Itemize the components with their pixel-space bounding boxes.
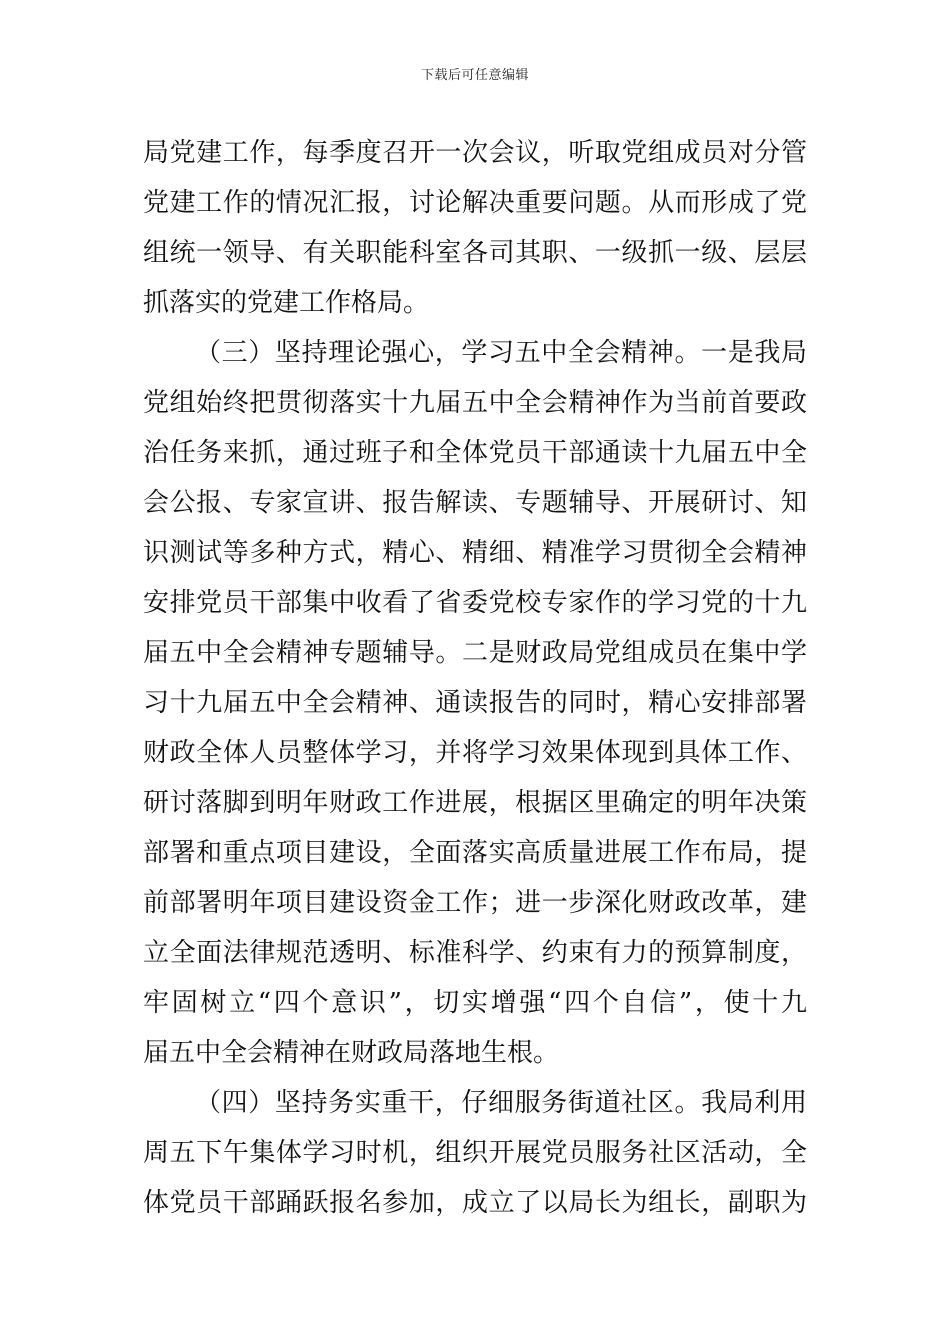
text-line: 前部署明年项目建设资金工作；进一步深化财政改革，建 [143,888,807,918]
text-line: 体党员干部踊跃报名参加，成立了以局长为组长，副职为 [143,1188,807,1218]
text-line: 局党建工作，每季度召开一次会议，听取党组成员对分管 [143,138,807,168]
header-note: 下载后可任意编辑 [420,68,529,83]
text-line: 立全面法律规范透明、标准科学、约束有力的预算制度， [143,938,807,968]
paragraph-heading-3: （三）坚持理论强心，学习五中全会精神。一是我局 [195,338,807,368]
text-line: 治任务来抓，通过班子和全体党员干部通读十九届五中全 [143,438,807,468]
text-line: 识测试等多种方式，精心、精细、精准学习贯彻全会精神 [143,538,807,568]
text-line: 安排党员干部集中收看了省委党校专家作的学习党的十九 [143,588,807,618]
text-line: 部署和重点项目建设，全面落实高质量进展工作布局，提 [143,838,807,868]
paragraph-heading-4: （四）坚持务实重干，仔细服务街道社区。我局利用 [195,1088,807,1118]
text-line: 牢固树立“四个意识”，切实增强“四个自信”，使十九 [143,988,807,1018]
text-line: 届五中全会精神在财政局落地生根。 [143,1038,560,1068]
text-line: 党组始终把贯彻落实十九届五中全会精神作为当前首要政 [143,388,807,418]
text-line: 组统一领导、有关职能科室各司其职、一级抓一级、层层 [143,238,807,268]
text-line: 届五中全会精神专题辅导。二是财政局党组成员在集中学 [143,638,807,668]
text-line: 党建工作的情况汇报，讨论解决重要问题。从而形成了党 [143,188,807,218]
text-line: 研讨落脚到明年财政工作进展，根据区里确定的明年决策 [143,788,807,818]
text-line: 抓落实的党建工作格局。 [143,288,430,318]
text-line: 财政全体人员整体学习，并将学习效果体现到具体工作、 [143,738,807,768]
text-line: 会公报、专家宣讲、报告解读、专题辅导、开展研讨、知 [143,488,807,518]
text-line: 习十九届五中全会精神、通读报告的同时，精心安排部署 [143,688,807,718]
document-body [143,128,807,1228]
text-line: 周五下午集体学习时机，组织开展党员服务社区活动，全 [143,1138,807,1168]
